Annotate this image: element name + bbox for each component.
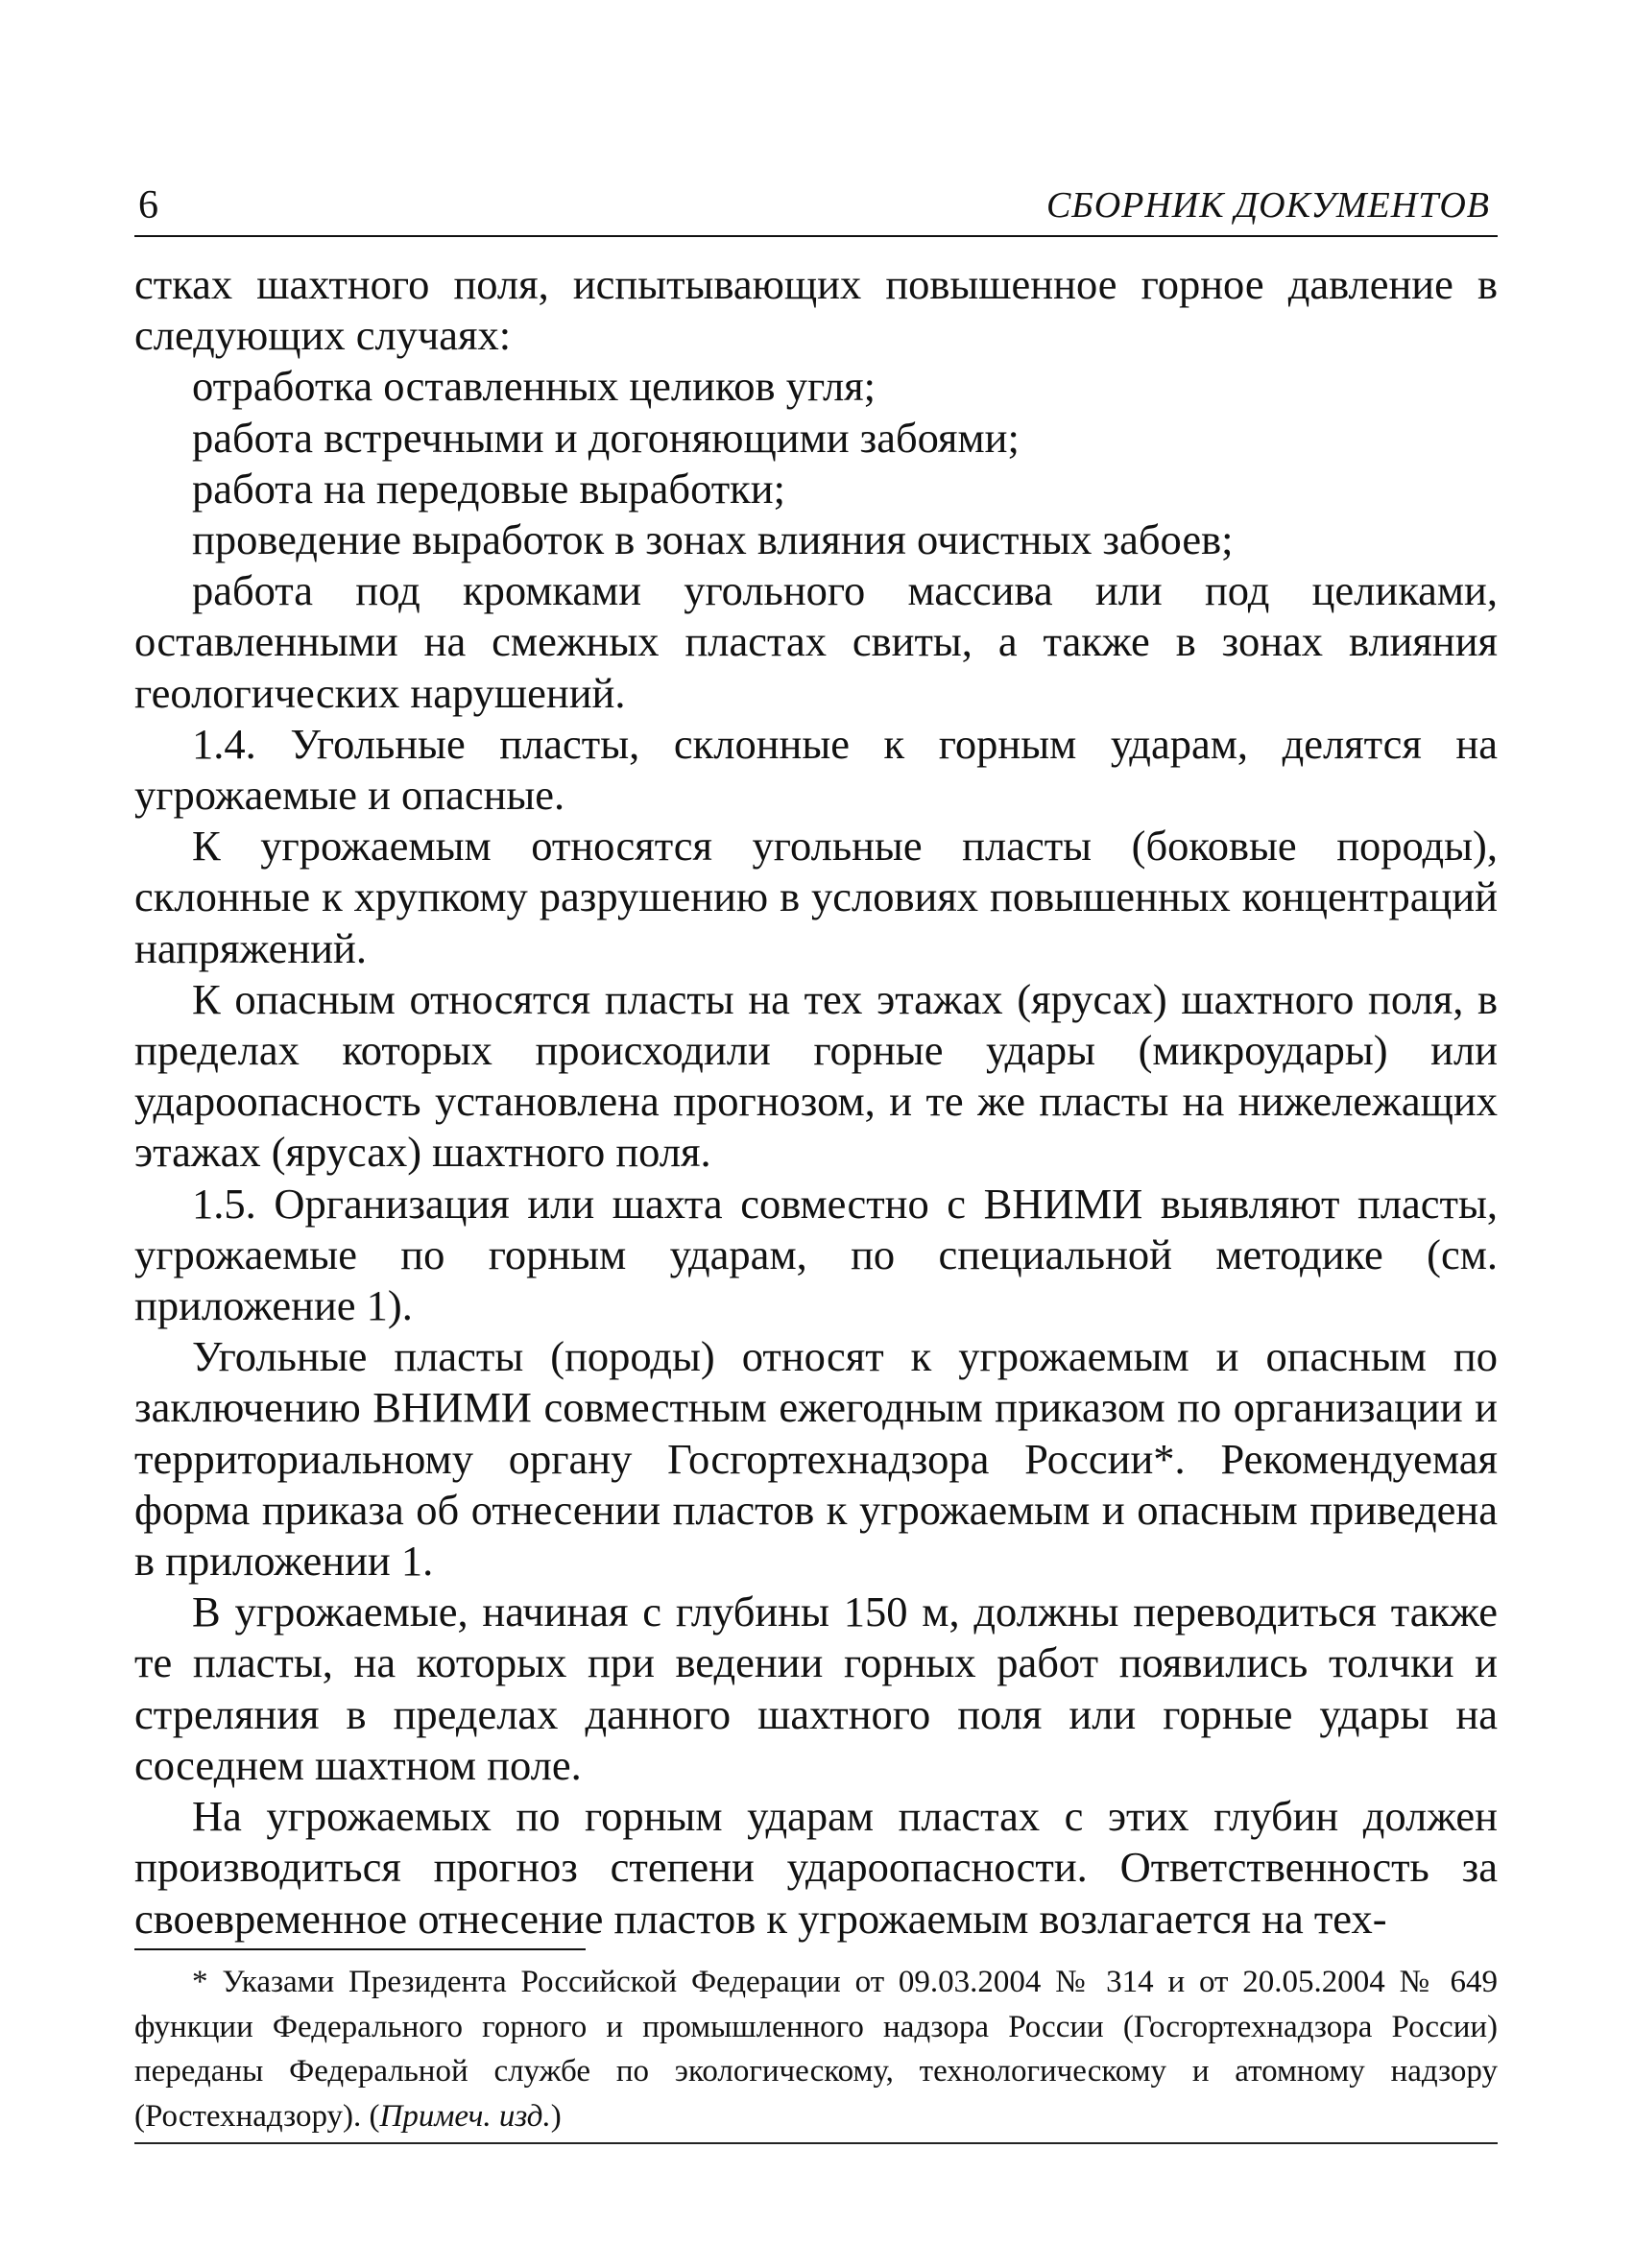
paragraph: 1.5. Организация или шахта совместно с ВНИМИ выявляют пласты, угрожаемые по горным ударам, по специальной методике (см. приложение 1). (134, 1179, 1498, 1330)
paragraph: Угольные пласты (породы) относят к угрожаемым и опасным по заключению ВНИМИ совместным ежегодным приказом по организации и территориальному органу Госгортехнадзора России*. Рекомендуемая форма приказа об отнесении пластов к угрожаемым и опасным приведена в приложении 1. (134, 1332, 1498, 1586)
paragraph: К угрожаемым относятся угольные пласты (боковые породы), склонные к хрупкому разрушению в условиях повышенных концентраций напряжений. (134, 822, 1498, 972)
page-header (134, 179, 1498, 236)
footnote-divider (134, 1948, 586, 1950)
header-divider (134, 235, 1498, 237)
footnote-text: * Указами Президента Российской Федерации от 09.03.2004 № 314 и от 20.05.2004 № 649 функции Федерального горного и промышленного надзора России (Госгортехнадзора России) переданы Федеральной службе по экологическому, технологическому и атомному надзору (Ростехнадзору). ( (134, 1965, 1498, 2134)
list-item: работа на передовые выработки; (192, 464, 785, 513)
paragraph: стках шахтного поля, испытывающих повышенное горное давление в следующих случаях: (134, 260, 1498, 360)
paragraph: На угрожаемых по горным ударам пластах с этих глубин должен производиться прогноз степени удароопасности. Ответственность за своевременное отнесение пластов к угрожаемым возлагается на тех- (134, 1792, 1498, 1943)
paragraph: 1.4. Угольные пласты, склонные к горным ударам, делятся на угрожаемые и опасные. (134, 719, 1498, 820)
paragraph: В угрожаемые, начиная с глубины 150 м, должны переводиться также те пласты, на которых при ведении горных работ появились толчки и стреляния в пределах данного шахтного поля или горные удары на соседнем шахтном поле. (134, 1588, 1498, 1789)
footnote (134, 1960, 1498, 2138)
list-item: отработка оставленных целиков угля; (192, 362, 876, 411)
list-item: работа встречными и догоняющими забоями; (192, 413, 1020, 462)
running-title: СБОРНИК ДОКУМЕНТОВ (1045, 185, 1490, 226)
editor-note: Примеч. изд. (379, 2098, 551, 2134)
bottom-divider (134, 2142, 1498, 2144)
list-item: работа под кромками угольного массива или под целиками, оставленными на смежных пластах свиты, а также в зонах влияния геологических нарушений. (134, 566, 1498, 717)
page-number: 6 (138, 183, 158, 227)
main-text (134, 259, 1498, 1945)
list-item: проведение выработок в зонах влияния очистных забоев; (192, 515, 1234, 564)
paragraph: К опасным относятся пласты на тех этажах (ярусах) шахтного поля, в пределах которых происходили горные удары (микроудары) или удароопасность установлена прогнозом, и те же пласты на нижележащих этажах (ярусах) шахтного поля. (134, 974, 1498, 1177)
footnote-closing: ) (550, 2098, 562, 2134)
